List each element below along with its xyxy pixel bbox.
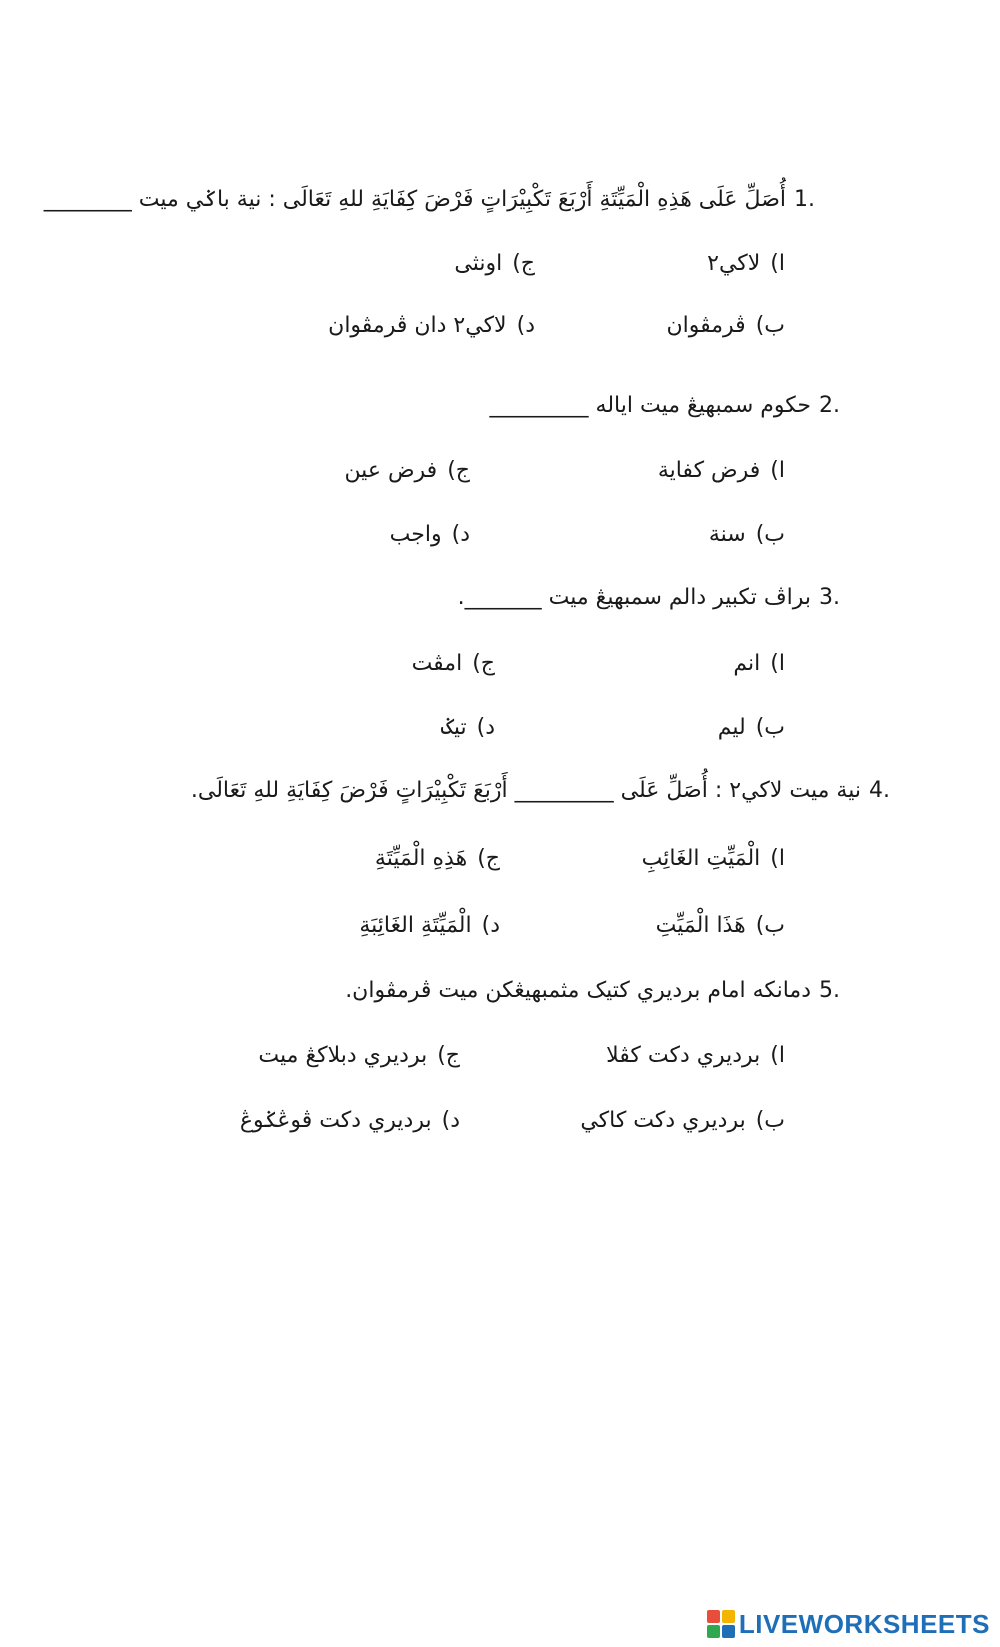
question-number: 3.: [819, 585, 840, 610]
option-c[interactable]: [454, 248, 535, 280]
question-2: [490, 390, 840, 422]
option-text: برديري دبلاكڠ ميت: [258, 1043, 428, 1068]
option-letter: ا): [770, 651, 785, 676]
liveworksheets-logo[interactable]: [707, 1607, 990, 1641]
option-text: فرض كفاية: [657, 458, 761, 483]
question-3: [458, 582, 840, 614]
option-a[interactable]: [707, 248, 785, 280]
option-text: تيݢ: [440, 715, 467, 740]
logo-text: LIVEWORKSHEETS: [738, 1608, 990, 1639]
option-b[interactable]: [580, 1105, 785, 1137]
option-text: برديري دكت كڤلا: [606, 1043, 761, 1068]
question-number: 1.: [794, 187, 815, 212]
option-letter: ب): [755, 522, 785, 547]
option-c[interactable]: [412, 648, 495, 680]
option-letter: ب): [755, 715, 785, 740]
question-text: حكوم سمبهيڠ ميت اياله _________: [489, 393, 811, 418]
option-letter: ا): [770, 1043, 785, 1068]
option-text: لاكي٢: [707, 251, 761, 276]
option-text: هَذَا الْمَيِّتِ: [655, 913, 746, 938]
option-letter: ب): [755, 1108, 785, 1133]
option-c[interactable]: [258, 1040, 460, 1072]
option-d[interactable]: [390, 519, 470, 551]
option-letter: ا): [770, 458, 785, 483]
option-a[interactable]: [658, 455, 785, 487]
option-text: سنة: [708, 522, 746, 547]
option-text: امڤت: [411, 651, 463, 676]
option-a[interactable]: [733, 648, 785, 680]
option-letter: ب): [755, 913, 785, 938]
question-5: [345, 975, 840, 1007]
option-letter: د): [441, 1108, 460, 1133]
option-b[interactable]: [718, 712, 785, 744]
option-letter: ج): [437, 1043, 460, 1068]
question-text: أُصَلِّ عَلَى هَذِهِ الْمَيِّتَةِ أَرْبَعَ تَكْبِيْرَاتٍ فَرْضَ كِفَايَةِ للهِ تَعَالَى : نية باݢي ميت ________: [43, 187, 786, 212]
option-text: لاكي٢ دان ڤرمڤوان: [328, 313, 507, 338]
question-number: 5.: [819, 978, 840, 1003]
option-letter: ا): [770, 251, 785, 276]
option-c[interactable]: [375, 843, 500, 875]
question-number: 4.: [869, 778, 890, 803]
option-c[interactable]: [344, 455, 470, 487]
option-letter: ج): [477, 846, 500, 871]
option-letter: د): [481, 913, 500, 938]
option-text: الْمَيِّتِ الغَائِبِ: [641, 846, 761, 871]
option-letter: د): [516, 313, 535, 338]
option-text: انم: [733, 651, 761, 676]
option-d[interactable]: [359, 910, 500, 942]
question-4: [191, 775, 890, 807]
option-a[interactable]: [606, 1040, 785, 1072]
logo-tile-red: [707, 1610, 720, 1623]
option-letter: ب): [755, 313, 785, 338]
option-b[interactable]: [709, 519, 785, 551]
option-b[interactable]: [667, 310, 786, 342]
option-letter: ج): [512, 251, 535, 276]
option-letter: د): [476, 715, 495, 740]
liveworksheets-logo-icon: [707, 1610, 735, 1638]
option-text: الْمَيِّتَةِ الغَائِبَةِ: [359, 913, 472, 938]
logo-tile-yellow: [722, 1610, 735, 1623]
option-letter: ج): [472, 651, 495, 676]
option-text: اونثى: [454, 251, 503, 276]
logo-tile-blue: [722, 1625, 735, 1638]
option-text: فرض عين: [344, 458, 438, 483]
option-d[interactable]: [441, 712, 495, 744]
logo-tile-green: [707, 1625, 720, 1638]
option-text: واجب: [389, 522, 442, 547]
question-1: [44, 184, 815, 216]
option-text: ڤرمڤوان: [666, 313, 746, 338]
question-text: نية ميت لاكي٢ : أُصَلِّ عَلَى _________ أَرْبَعَ تَكْبِيْرَاتٍ فَرْضَ كِفَايَةِ للهِ تَعَالَى.: [190, 778, 861, 803]
option-letter: ج): [447, 458, 470, 483]
option-text: برديري دكت ڤوڠݢوڠ: [239, 1108, 432, 1133]
question-text: دمانكه امام برديري كتيک مثمبهيڠكن ميت ڤرمڤوان.: [345, 978, 811, 1003]
option-text: هَذِهِ الْمَيِّتَةِ: [374, 846, 468, 871]
option-text: برديري دكت كاكي: [580, 1108, 746, 1133]
option-letter: د): [451, 522, 470, 547]
option-d[interactable]: [240, 1105, 460, 1137]
option-a[interactable]: [642, 843, 785, 875]
question-number: 2.: [819, 393, 840, 418]
question-text: براڤ تكبير دالم سمبهيڠ ميت _______.: [457, 585, 811, 610]
option-text: ليم: [717, 715, 746, 740]
option-b[interactable]: [656, 910, 785, 942]
option-d[interactable]: [328, 310, 535, 342]
option-letter: ا): [770, 846, 785, 871]
